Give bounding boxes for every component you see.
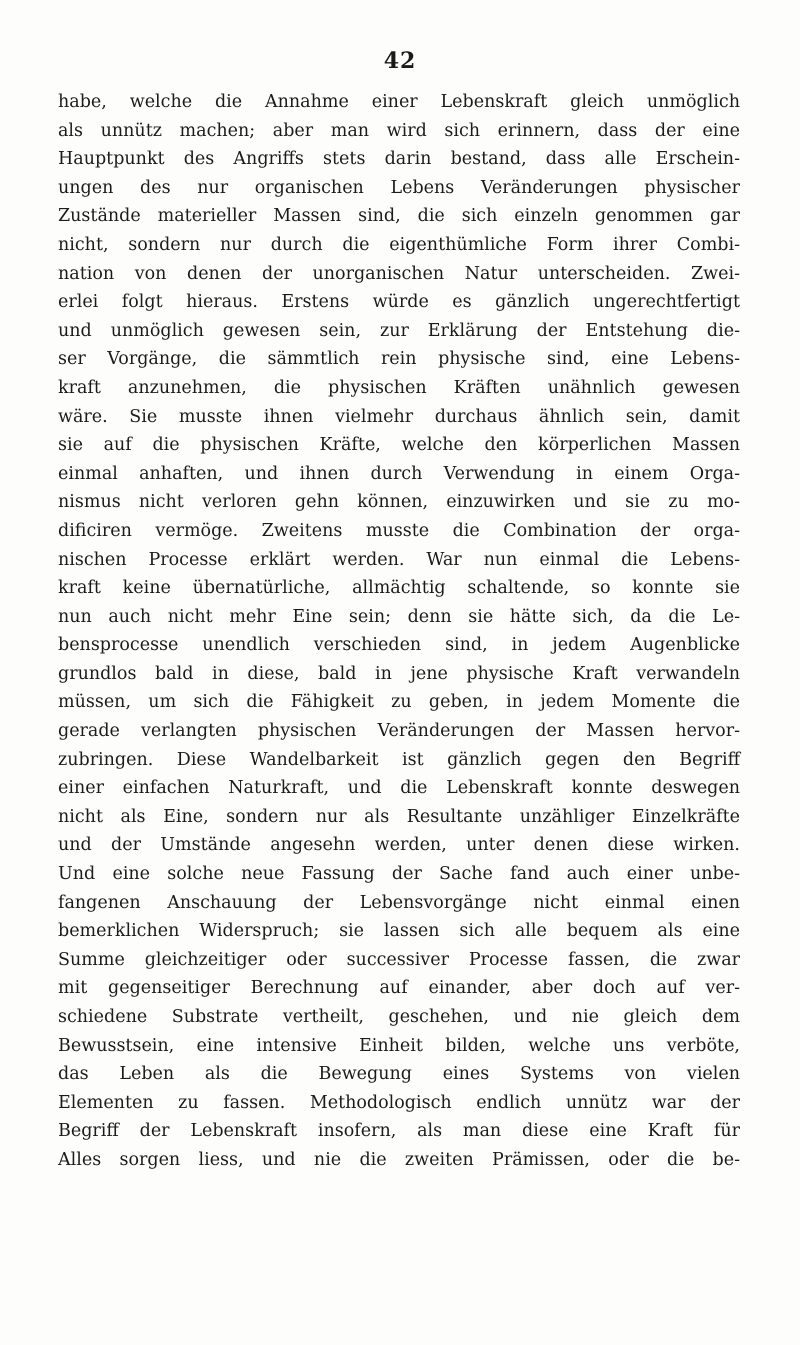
- text-line: nicht als Eine, sondern nur als Resultante unzähliger Einzelkräfte: [58, 806, 740, 827]
- text-line: das Leben als die Bewegung eines Systems von vielen: [58, 1064, 740, 1085]
- text-line: nation von denen der unorganischen Natur unterscheiden. Zwei-: [58, 263, 740, 284]
- page-number: 42: [383, 48, 417, 74]
- text-line: gerade verlangten physischen Veränderungen der Massen hervor-: [58, 721, 740, 742]
- text-line: mit gegenseitiger Berechnung auf einander, aber doch auf ver-: [58, 978, 740, 999]
- text-line: einer einfachen Naturkraft, und die Lebenskraft konnte deswegen: [58, 778, 740, 799]
- text-line: Elementen zu fassen. Methodologisch endlich unnütz war der: [58, 1092, 740, 1113]
- text-line: bemerklichen Widerspruch; sie lassen sich alle bequem als eine: [58, 921, 740, 942]
- text-line: Begriff der Lebenskraft insofern, als man diese eine Kraft für: [58, 1121, 740, 1142]
- text-line: zubringen. Diese Wandelbarkeit ist gänzlich gegen den Begriff: [58, 749, 740, 770]
- text-line: fangenen Anschauung der Lebensvorgänge nicht einmal einen: [58, 892, 740, 913]
- text-line: nicht, sondern nur durch die eigenthümliche Form ihrer Combi-: [58, 234, 740, 255]
- text-line: wäre. Sie musste ihnen vielmehr durchaus ähnlich sein, damit: [58, 406, 740, 427]
- text-line: Summe gleichzeitiger oder successiver Processe fassen, die zwar: [58, 949, 740, 970]
- text-line: und unmöglich gewesen sein, zur Erklärung der Entstehung die-: [58, 320, 740, 341]
- text-line: Alles sorgen liess, und nie die zweiten Prämissen, oder die be-: [58, 1149, 740, 1170]
- text-line: Bewusstsein, eine intensive Einheit bilden, welche uns verböte,: [58, 1035, 740, 1056]
- text-line: ungen des nur organischen Lebens Veränderungen physischer: [58, 177, 740, 198]
- text-line: habe, welche die Annahme einer Lebenskraft gleich unmöglich: [58, 92, 740, 112]
- text-line: nischen Processe erklärt werden. War nun einmal die Lebens-: [58, 549, 740, 570]
- text-line: und der Umstände angesehn werden, unter denen diese wirken.: [58, 835, 740, 856]
- body-text: [58, 88, 740, 1175]
- text-line: kraft anzunehmen, die physischen Kräften unähnlich gewesen: [58, 377, 740, 398]
- text-line: müssen, um sich die Fähigkeit zu geben, in jedem Momente die: [58, 692, 740, 713]
- text-line: einmal anhaften, und ihnen durch Verwendung in einem Orga-: [58, 463, 740, 484]
- text-line: Hauptpunkt des Angriffs stets darin bestand, dass alle Erschein-: [58, 149, 740, 170]
- text-line: kraft keine übernatürliche, allmächtig schaltende, so konnte sie: [58, 578, 740, 599]
- text-line: Und eine solche neue Fassung der Sache fand auch einer unbe-: [58, 864, 740, 885]
- text-line: dificiren vermöge. Zweitens musste die Combination der orga-: [58, 520, 740, 541]
- text-line: nismus nicht verloren gehn können, einzuwirken und sie zu mo-: [58, 492, 740, 513]
- text-line: bensprocesse unendlich verschieden sind, in jedem Augenblicke: [58, 635, 740, 656]
- text-line: als unnütz machen; aber man wird sich erinnern, dass der eine: [58, 120, 740, 141]
- text-line: ser Vorgänge, die sämmtlich rein physische sind, eine Lebens-: [58, 349, 740, 370]
- text-line: grundlos bald in diese, bald in jene physische Kraft verwandeln: [58, 663, 740, 684]
- text-line: nun auch nicht mehr Eine sein; denn sie hätte sich, da die Le-: [58, 606, 740, 627]
- text-line: sie auf die physischen Kräfte, welche den körperlichen Massen: [58, 435, 740, 456]
- text-line: erlei folgt hieraus. Erstens würde es gänzlich ungerechtfertigt: [58, 292, 740, 313]
- text-line: Zustände materieller Massen sind, die sich einzeln genommen gar: [58, 206, 740, 227]
- text-line: schiedene Substrate vertheilt, geschehen, und nie gleich dem: [58, 1007, 740, 1027]
